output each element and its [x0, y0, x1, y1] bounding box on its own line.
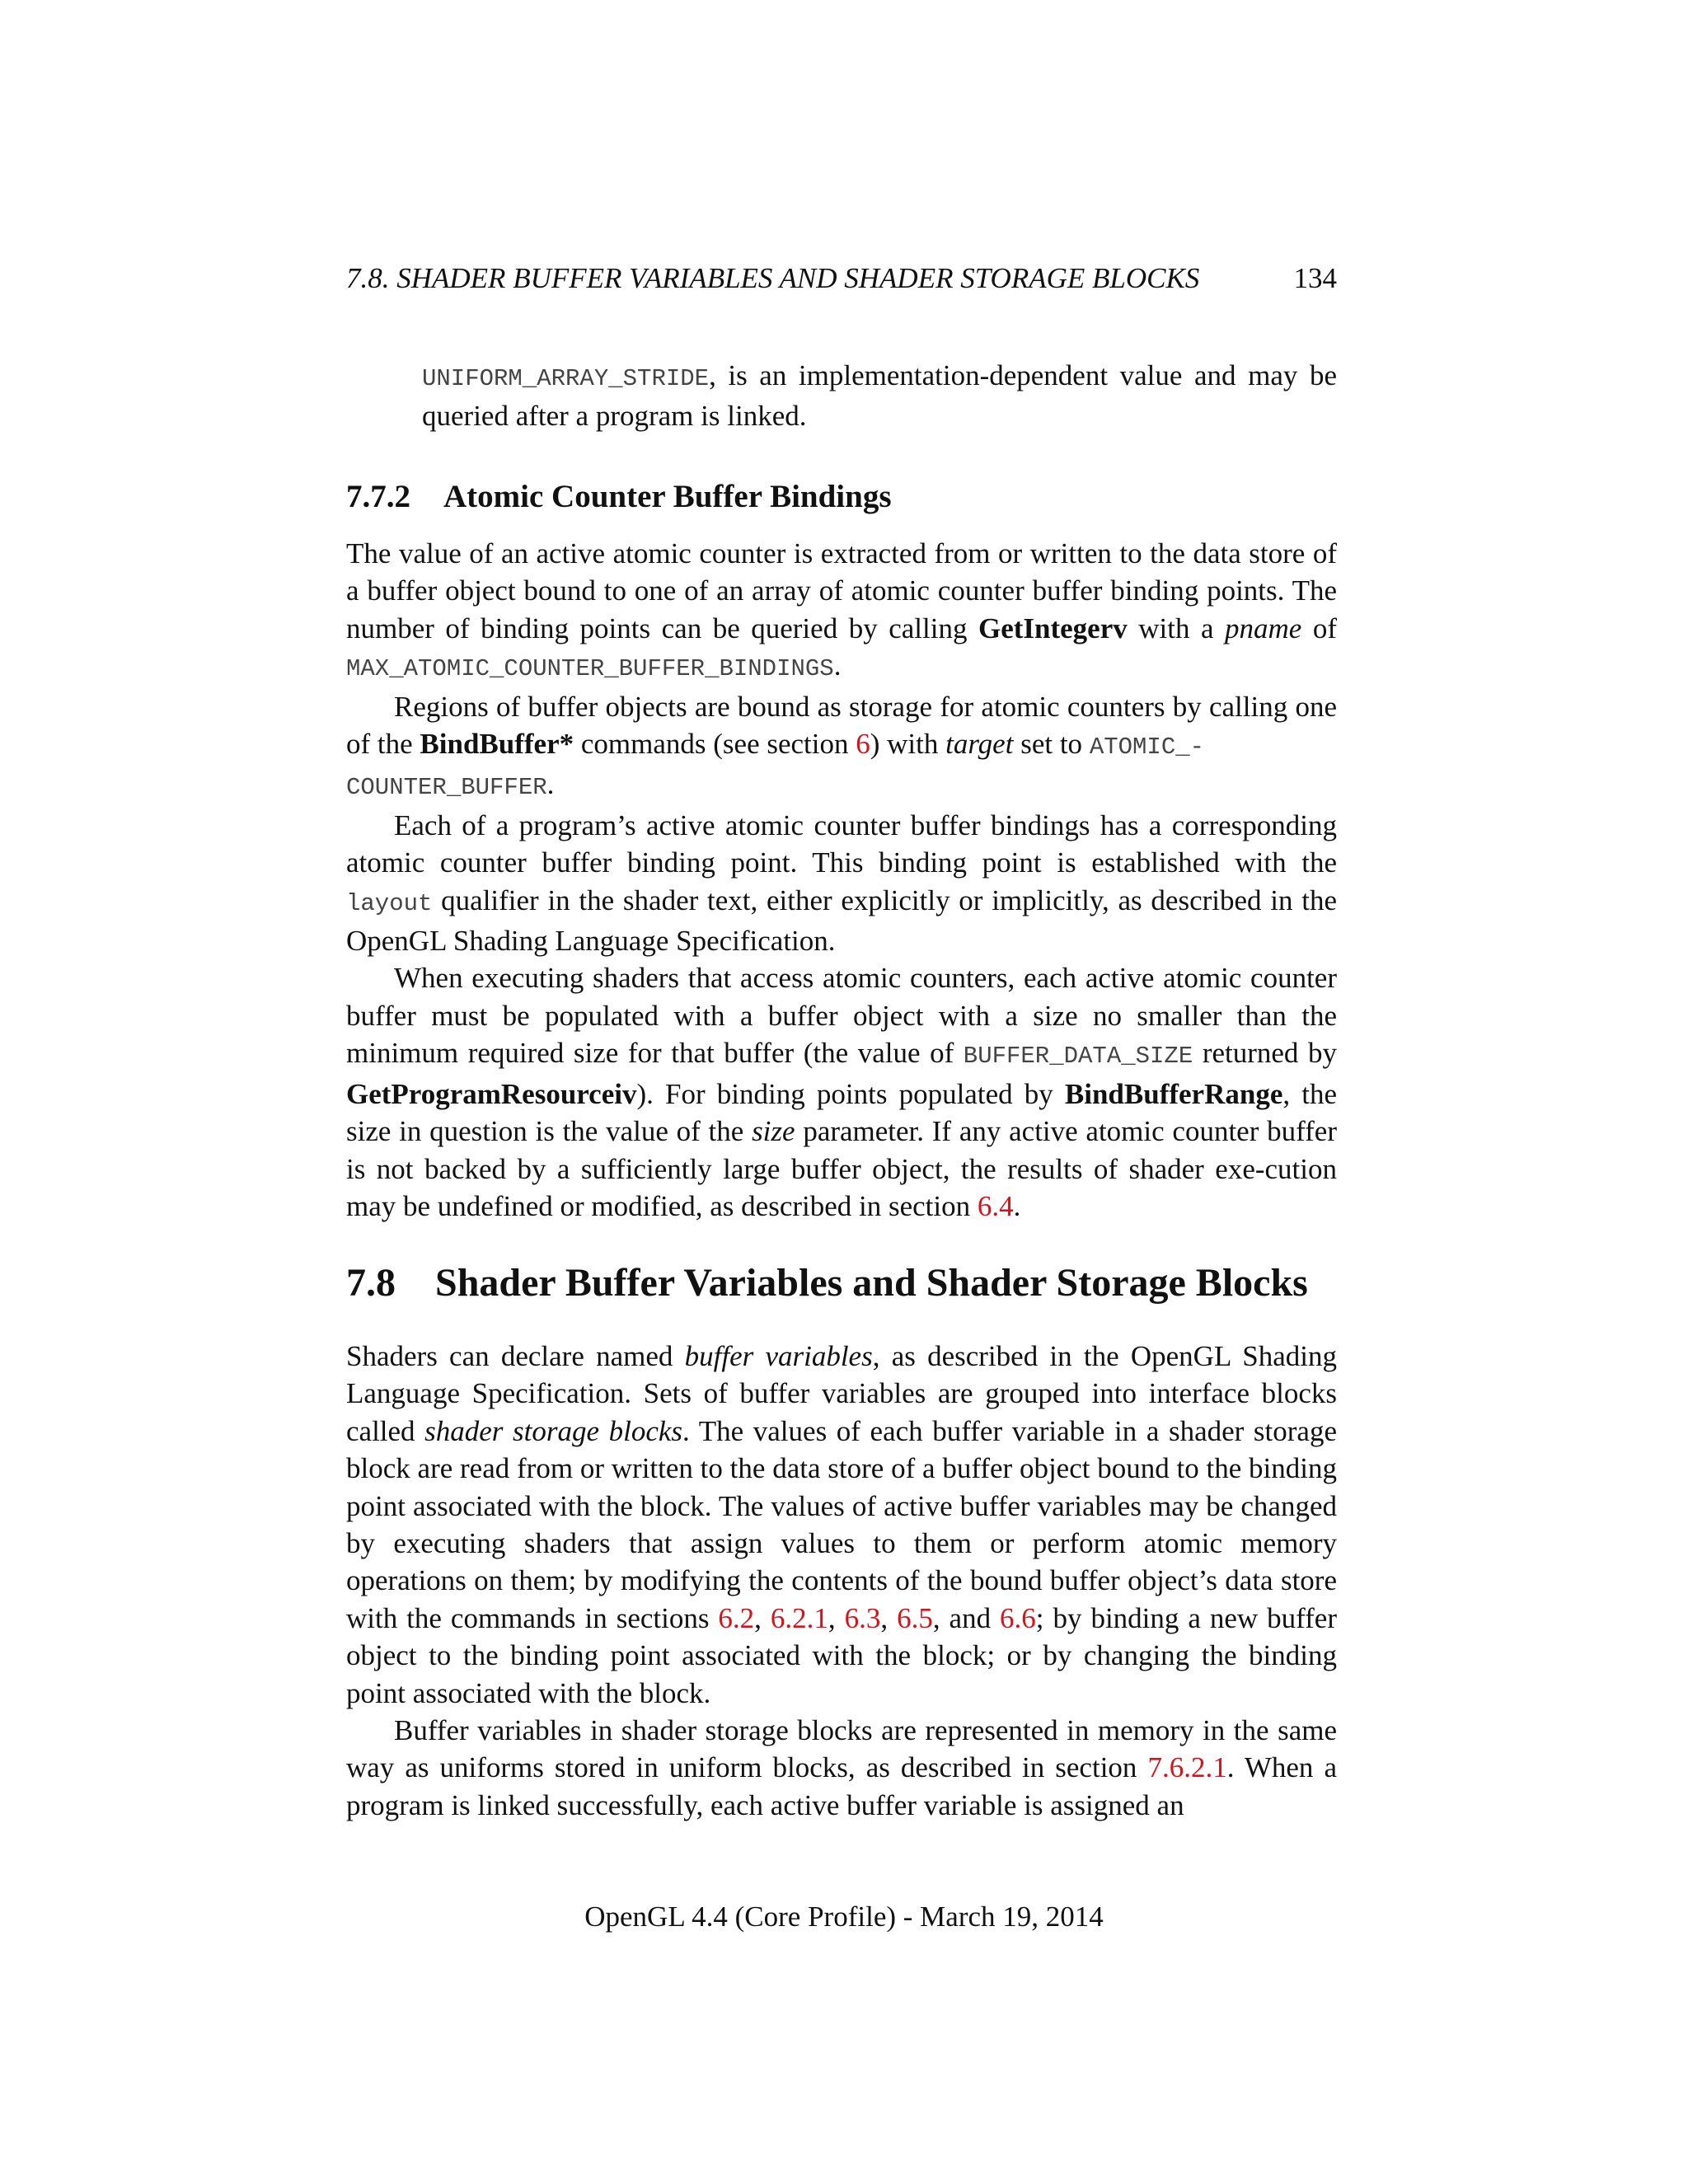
emphasis: shader storage blocks: [424, 1414, 683, 1447]
section-number: 7.8: [346, 1261, 396, 1305]
paragraph: Regions of buffer objects are bound as storage for atomic counters by calling one of the BindBuffer* commands (see section 6) with target set to ATOMIC_- COUNTER_BUFFER.: [346, 690, 1337, 802]
command-name: BindBuffer*: [420, 728, 574, 761]
running-header: [346, 260, 1337, 297]
code-token: BUFFER_DATA_SIZE: [963, 1043, 1193, 1071]
section-link[interactable]: 6.2.1: [770, 1601, 828, 1634]
subsection-title: Atomic Counter Buffer Bindings: [443, 479, 892, 514]
code-token: layout: [346, 889, 433, 917]
section-link[interactable]: 6: [856, 728, 870, 761]
command-name: BindBufferRange: [1064, 1077, 1283, 1110]
subsection-heading: [346, 476, 892, 518]
paragraph: The value of an active atomic counter is extracted from or written to the data store of a buffer object bound to one of an array of atomic counter buffer binding points. The number of binding points can be queried by calling GetIntegerv with a pname of MAX_ATOMIC_COUNTER_BUFFER_BINDINGS.: [346, 537, 1338, 683]
emphasis: size: [752, 1115, 795, 1148]
section-body: [346, 1338, 1337, 1824]
subsection-number: 7.7.2: [346, 479, 410, 514]
continuation-paragraph: [422, 357, 1337, 435]
command-name: GetIntegerv: [978, 612, 1128, 644]
text-run: , is an implementation-dependent value and may be queried after a program is linked.: [422, 359, 1337, 433]
emphasis: buffer variables: [684, 1340, 873, 1372]
section-link[interactable]: 6.6: [1000, 1601, 1036, 1634]
section-link[interactable]: 6.2: [718, 1601, 755, 1634]
code-token: ATOMIC_-: [1089, 733, 1205, 762]
paragraph: Buffer variables in shader storage blocks are represented in memory in the same way as uniforms stored in uniform blocks, as described in section 7.6.2.1. When a program is linked successfully, each active buffer variable is assigned an: [346, 1714, 1337, 1821]
paragraph: Each of a program’s active atomic counter buffer bindings has a corresponding atomic counter buffer binding point. This binding point is established with the layout qualifier in the shader text, either explicitly or implicitly, as described in the OpenGL Shading Language Specification.: [346, 808, 1337, 958]
emphasis: pname: [1225, 612, 1302, 644]
emphasis: target: [945, 728, 1014, 761]
section-link[interactable]: 7.6.2.1: [1147, 1751, 1227, 1784]
code-token: UNIFORM_ARRAY_STRIDE: [422, 365, 710, 392]
section-link[interactable]: 6.4: [977, 1189, 1014, 1222]
command-name: GetProgramResourceiv: [346, 1077, 637, 1110]
page-footer: OpenGL 4.4 (Core Profile) - March 19, 2014: [584, 1900, 1104, 1933]
section-heading: [346, 1258, 1308, 1308]
section-link[interactable]: 6.5: [897, 1601, 933, 1634]
subsection-body: [346, 535, 1337, 1225]
page-number: 134: [1293, 262, 1337, 294]
paragraph: Shaders can declare named buffer variables, as described in the OpenGL Shading Language Specification. Sets of buffer variables are grouped into interface blocks called shader storage blocks. The values of each buffer variable in a shader storage block are read from or written to the data store of a buffer object bound to the binding point associated with the block. The values of active buffer variables may be changed by executing shaders that assign values to them or perform atomic memory operations on them; by modifying the contents of the bound buffer object’s data store with the commands in sections 6.2, 6.2.1, 6.3, 6.5, and 6.6; by binding a new buffer object to the binding point associated with the block; or by changing the binding point associated with the block.: [346, 1340, 1338, 1709]
section-title: Shader Buffer Variables and Shader Storage Blocks: [435, 1261, 1308, 1305]
code-token: MAX_ATOMIC_COUNTER_BUFFER_BINDINGS: [346, 655, 834, 683]
running-header-title: 7.8. SHADER BUFFER VARIABLES AND SHADER STORAGE BLOCKS: [346, 262, 1200, 294]
section-link[interactable]: 6.3: [844, 1601, 881, 1634]
paragraph: When executing shaders that access atomic counters, each active atomic counter buffer must be populated with a buffer object with a size no smaller than the minimum required size for that buffer (the value of BUFFER_DATA_SIZE returned by GetProgramResourceiv). For binding points populated by BindBufferRange, the size in question is the value of the size parameter. If any active atomic counter buffer is not backed by a sufficiently large buffer object, the results of shader exe-cution may be undefined or modified, as described in section 6.4.: [346, 962, 1338, 1222]
code-token: COUNTER_BUFFER: [346, 774, 547, 802]
